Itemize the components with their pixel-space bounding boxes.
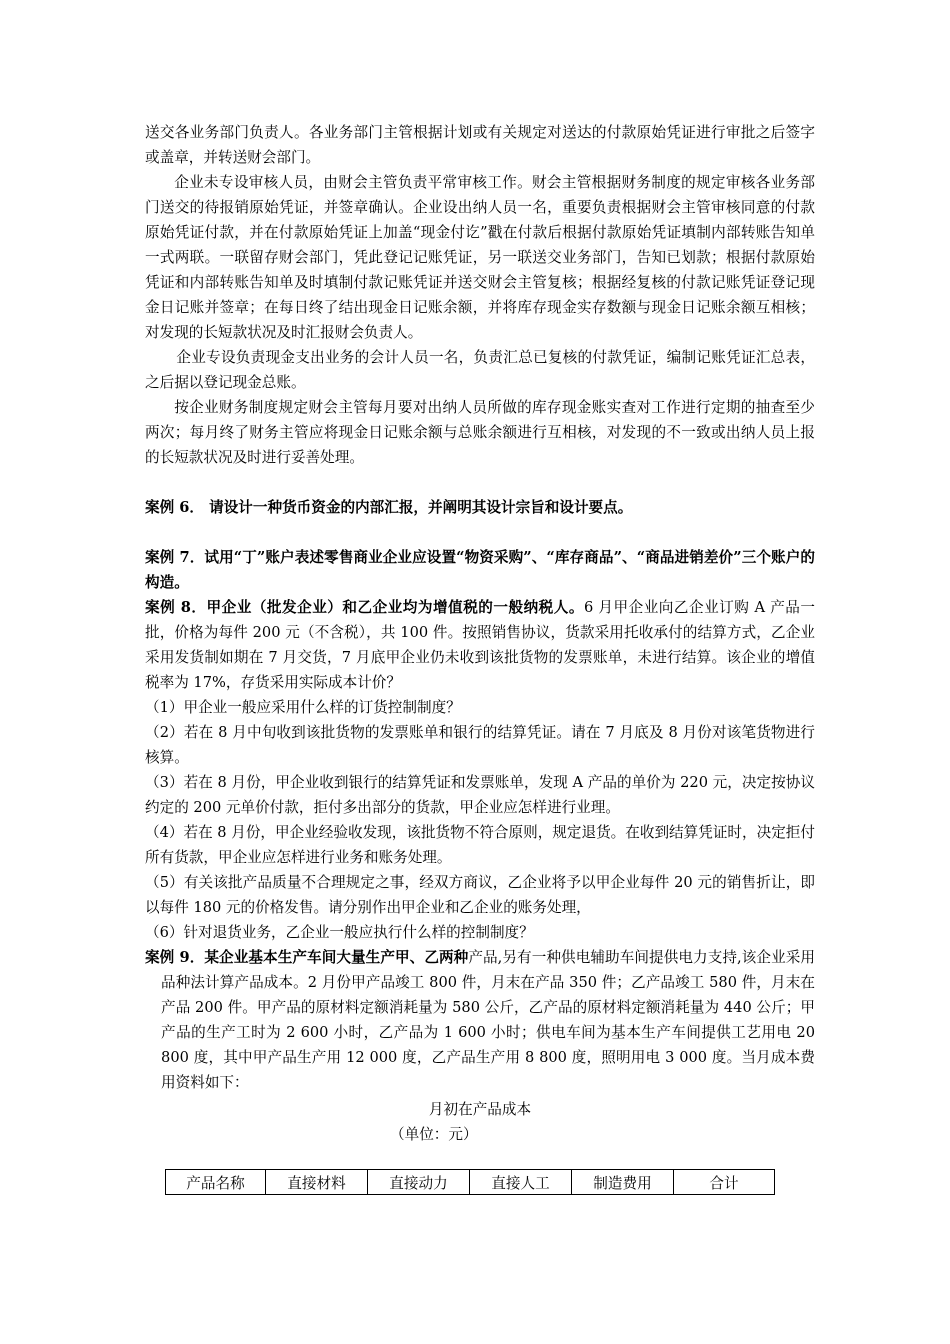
paragraph-inspection: 按企业财务制度规定财会主管每月要对出纳人员所做的库存现金账实查对工作进行定期的抽查至少两次；每月终了财务主管应将现金日记账余额与总账余额进行互相核，对发现的不一致或出纳人员上报的长短款状况及时进行妥善处理。: [145, 399, 815, 466]
table-header-row: [166, 1170, 775, 1195]
paragraph-approval: 送交各业务部门负责人。各业务部门主管根据计划或有关规定对送达的付款原始凭证进行审批之后签字或盖章，并转送财会部门。: [145, 124, 815, 166]
paragraph-audit: 企业未专设审核人员，由财会主管负责平常审核工作。财会主管根据财务制度的规定审核各业务部门送交的待报销原始凭证，并签章确认。企业设出纳人员一名，重要负责根据财会主管审核同意的付款原始凭证付款，并在付款原始凭证上加盖“现金付讫”戳在付款后根据付款原始凭证填制内部转账告知单一式两联。一联留存财会部门，凭此登记记账凭证，另一联送交业务部门，告知已划款；根据付款原始凭证和内部转账告知单及时填制付款记账凭证并送交财会主管复核；根据经复核的付款记账凭证登记现金日记账并签章；在每日终了结出现金日记账余额，并将库存现金实存数额与现金日记账余额互相核；对发现的长短款状况及时汇报财会负责人。: [145, 174, 815, 341]
header-overhead: 制造费用: [572, 1170, 674, 1195]
document-body: [145, 120, 815, 1147]
table-unit: （单位：元）: [390, 1126, 478, 1143]
header-total: 合计: [674, 1170, 775, 1195]
header-direct-labor: 直接人工: [470, 1170, 572, 1195]
case-8-question-1: （1）甲企业一般应采用什么样的订货控制制度？: [145, 699, 461, 716]
case-7: [145, 545, 815, 595]
header-product-name: 产品名称: [166, 1170, 266, 1195]
spacer: [145, 520, 815, 545]
case-8-question-5: （5）有关该批产品质量不合理规定之事，经双方商议，乙企业将予以甲企业每件 20 元的销售折让，即以每件 180 元的价格发售。请分别作出甲企业和乙企业的账务处理，: [145, 874, 815, 916]
case-8-question-6: （6）针对退货业务，乙企业一般应执行什么样的控制制度？: [145, 924, 534, 941]
header-direct-power: 直接动力: [368, 1170, 470, 1195]
case-8-question-2: （2）若在 8 月中旬收到该批货物的发票账单和银行的结算凭证。请在 7 月底及 8 月份对该笔货物进行核算。: [145, 724, 815, 766]
case-9-text: 产品,另有一种供电辅助车间提供电力支持,该企业采用品种法计算产品成本。2 月份甲产品竣工 800 件，月末在产品 350 件；乙产品竣工 580 件，月末在产品 200 件。甲产品的原材料定额消耗量为 580 公斤，乙产品的原材料定额消耗量为 440 公斤；甲产品的生产工时为 2 600 小时，乙产品为 1 600 小时；供电车间为基本生产车间提供工艺用电 20 800 度，其中甲产品生产用 12 000 度，乙产品生产用 8 800 度，照明用电 3 000 度。当月成本费用资料如下：: [161, 949, 815, 1091]
opening-wip-cost-table: [165, 1169, 775, 1195]
case-8-question-4: （4）若在 8 月份，甲企业经验收发现，该批货物不符合原则，规定退货。在收到结算凭证时，决定拒付所有货款，甲企业应怎样进行业务和账务处理。: [145, 824, 815, 866]
table-title: 月初在产品成本: [428, 1101, 532, 1118]
case-9: [145, 945, 815, 1095]
case-6-text: 案例 6． 请设计一种货币资金的内部汇报，并阐明其设计宗旨和设计要点。: [145, 499, 633, 516]
case-8-text: 6 月甲企业向乙企业订购 A 产品一批，价格为每件 200 元（不含税），共 100 件。按照销售协议，货款采用托收承付的结算方式，乙企业采用发货制如期在 7 月交货，7 月底甲企业仍未收到该批货物的发票账单，未进行结算。该企业的增值税率为 17%，存货采用实际成本计价？: [145, 599, 815, 691]
case-8-heading: 案例 8．甲企业（批发企业）和乙企业均为增值税的一般纳税人。: [145, 599, 584, 616]
case-6: [145, 495, 815, 520]
case-9-heading: 案例 9．某企业基本生产车间大量生产甲、乙两种: [145, 949, 469, 966]
case-8: [145, 595, 815, 695]
case-8-question-3: （3）若在 8 月份，甲企业收到银行的结算凭证和发票账单，发现 A 产品的单价为 220 元，决定按协议约定的 200 元单价付款，拒付多出部分的货款，甲企业应怎样进行业理。: [145, 774, 815, 816]
header-direct-material: 直接材料: [266, 1170, 368, 1195]
paragraph-accountant: 企业专设负责现金支出业务的会计人员一名，负责汇总已复核的付款凭证，编制记账凭证汇总表，之后据以登记现金总账。: [145, 349, 815, 391]
case-7-text: 案例 7．试用“丁”账户表述零售商业企业应设置“物资采购”、“库存商品”、“商品进销差价”三个账户的构造。: [145, 549, 815, 591]
spacer: [145, 470, 815, 495]
